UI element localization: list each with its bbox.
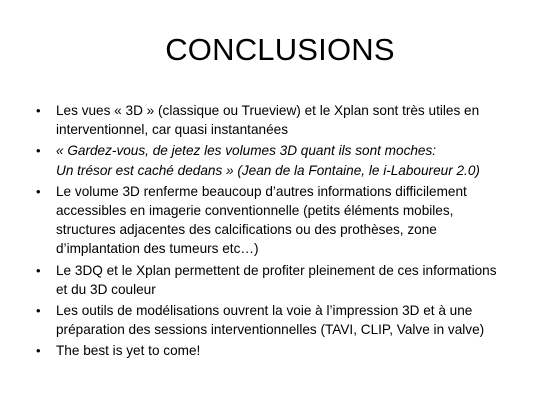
bullet-item <box>36 182 536 259</box>
bullet-text-line: interventionnel, car quasi instantanées <box>56 122 288 138</box>
bullet-list <box>36 101 536 363</box>
bullet-item <box>36 261 536 299</box>
bullet-text-line: accessibles en imagerie conventionnelle (petits éléments mobiles, <box>56 203 454 219</box>
bullet-text-line: Les vues « 3D » (classique ou Trueview) et le Xplan sont très utiles en <box>56 103 480 118</box>
bullet-text-line: d’implantation des tumeurs etc…) <box>56 241 259 257</box>
bullet-item <box>36 101 536 139</box>
bullet-text-line: Le volume 3D renferme beaucoup d’autres informations difficilement <box>56 183 467 199</box>
bullet-text-line: et du 3D couleur <box>56 281 156 297</box>
bullet-marker: • <box>36 143 41 159</box>
bullet-marker: • <box>36 103 41 118</box>
bullet-text-line: Le 3DQ et le Xplan permettent de profiter pleinement de ces informations <box>56 262 497 278</box>
bullet-marker: • <box>36 262 41 278</box>
bullet-marker: • <box>36 183 41 199</box>
slide-title: CONCLUSIONS <box>165 32 395 67</box>
bullet-text-line: structures adjacentes des calcifications ou des prothèses, zone <box>56 222 437 238</box>
bullet-item <box>36 301 536 339</box>
bullet-item <box>36 341 536 360</box>
bullet-text-line: Un trésor est caché dedans » (Jean de la Fontaine, le i-Laboureur 2.0) <box>56 162 480 178</box>
bullet-marker: • <box>36 303 41 319</box>
bullet-marker: • <box>36 343 41 359</box>
bullet-item-quote <box>36 141 536 179</box>
bullet-text-line: The best is yet to come! <box>56 343 201 359</box>
bullet-text-line: « Gardez-vous, de jetez les volumes 3D quant ils sont moches: <box>56 143 437 159</box>
bullet-text-line: Les outils de modélisations ouvrent la voie à l’impression 3D et à une <box>56 303 473 319</box>
bullet-text-line: préparation des sessions interventionnelles (TAVI, CLIP, Valve in valve) <box>56 322 485 338</box>
